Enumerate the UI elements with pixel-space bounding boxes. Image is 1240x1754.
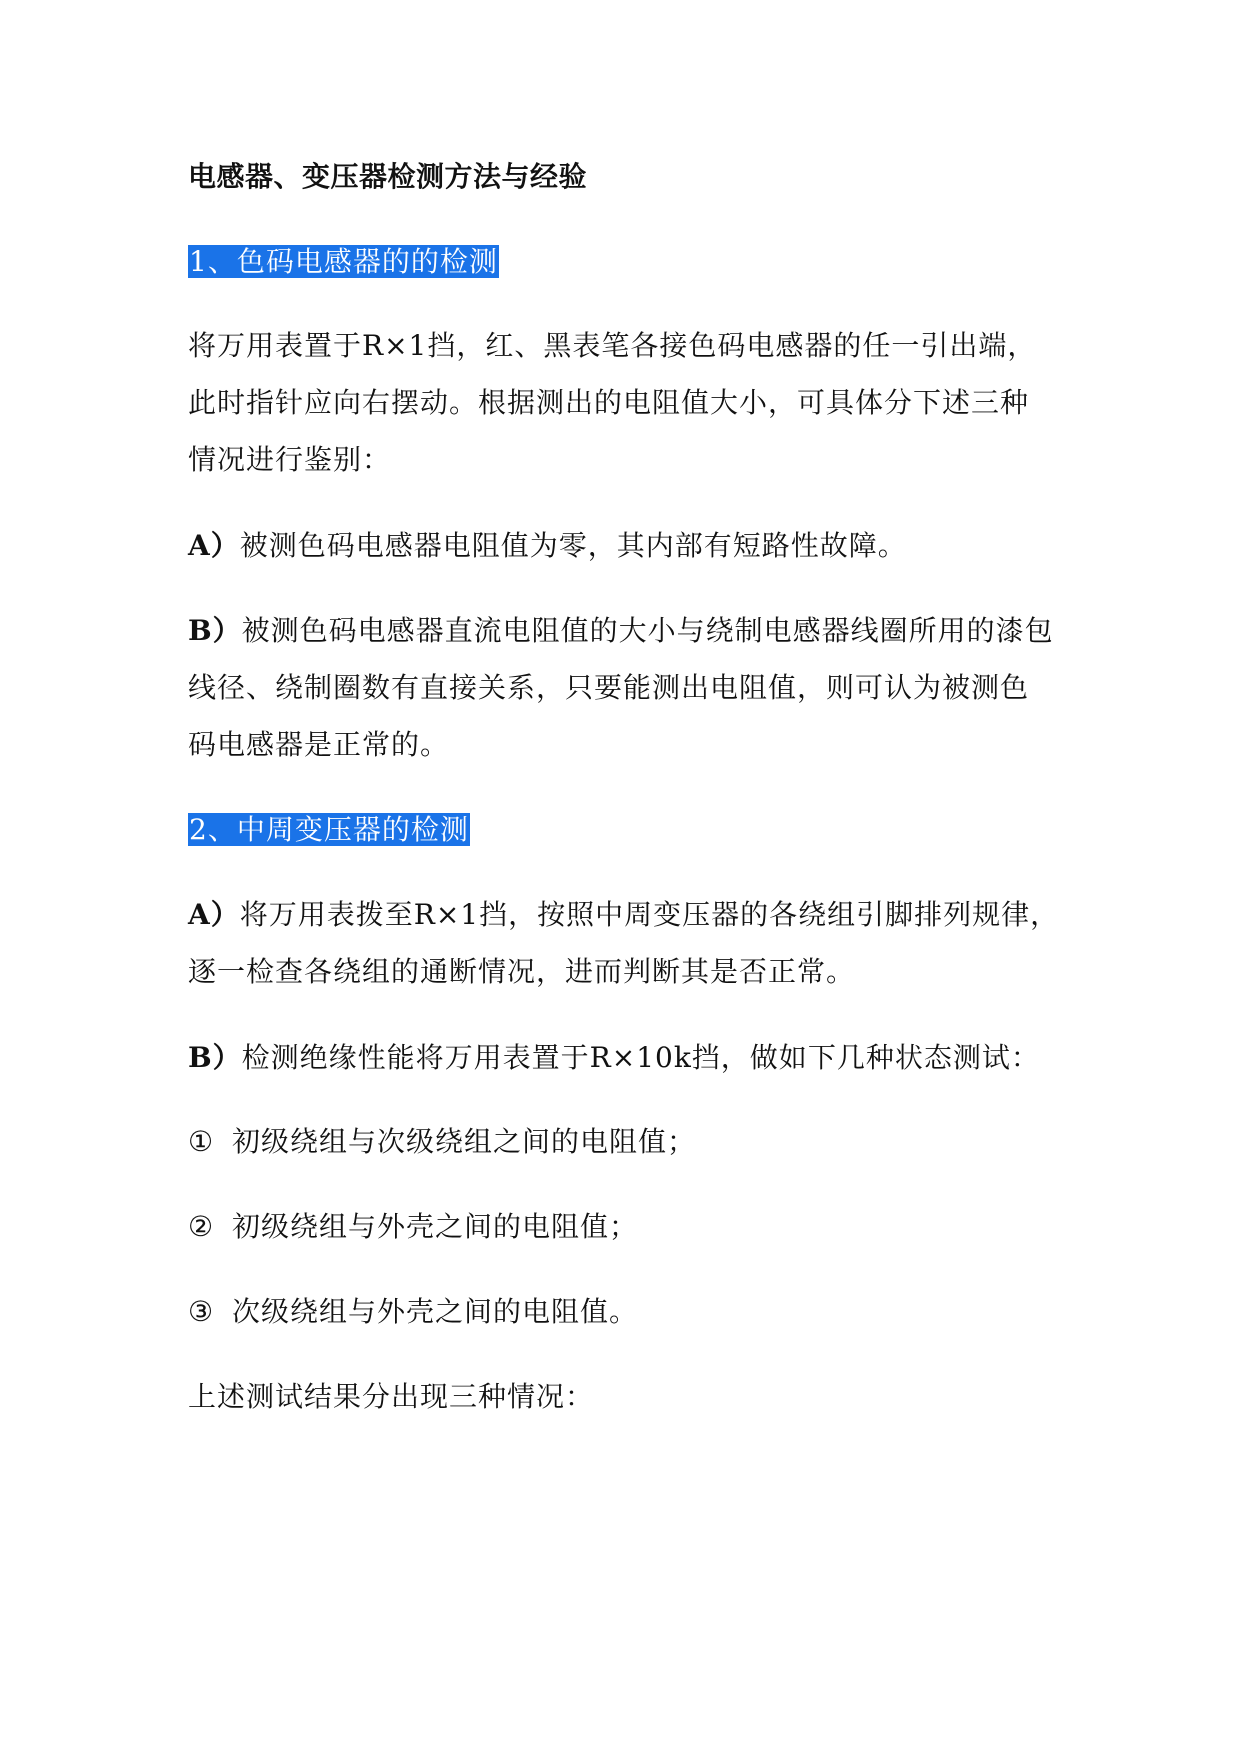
section2-item-b-text: 检测绝缘性能将万用表置于R×10k挡，做如下几种状态测试： (241, 1041, 1040, 1074)
section1-heading (188, 243, 499, 281)
section2-item-a-line-2: 逐一检查各绕组的通断情况，进而判断其是否正常。 (188, 955, 856, 988)
section1-item-b-line-3: 码电感器是正常的。 (188, 728, 450, 761)
test-item-2 (188, 1208, 638, 1246)
section1-para-line-1: 将万用表置于R×1挡，红、黑表笔各接色码电感器的任一引出端， (188, 329, 1037, 362)
section1-heading-text: 1、色码电感器的的检测 (189, 245, 498, 278)
section2-item-a-label: A） (188, 898, 240, 931)
section2-summary: 上述测试结果分出现三种情况： (188, 1380, 595, 1413)
section1-item-b-text-1: 被测色码电感器直流电阻值的大小与绕制电感器线圈所用的漆包 (241, 614, 1054, 647)
test-marker-3: ③ (188, 1295, 215, 1328)
document-title: 电感器、变压器检测方法与经验 (188, 160, 588, 193)
test-item-1 (188, 1123, 696, 1161)
test-text-2: 初级绕组与外壳之间的电阻值； (232, 1210, 639, 1243)
test-item-3 (188, 1293, 638, 1331)
section2-item-b-label: B） (188, 1041, 242, 1074)
section2-heading (188, 811, 470, 849)
section1-para-line-2: 此时指针应向右摆动。根据测出的电阻值大小，可具体分下述三种 (188, 386, 1030, 419)
section2-heading-text: 2、中周变压器的检测 (189, 813, 469, 846)
section1-item-b-label: B） (188, 614, 242, 647)
section1-item-a-text: 被测色码电感器电阻值为零，其内部有短路性故障。 (239, 529, 907, 562)
section1-item-a (188, 527, 907, 565)
section1-item-b-line-1 (188, 612, 1054, 650)
test-text-3: 次级绕组与外壳之间的电阻值。 (232, 1295, 639, 1328)
section1-para-line-3: 情况进行鉴别： (188, 443, 392, 476)
test-marker-1: ① (188, 1125, 215, 1158)
test-marker-2: ② (188, 1210, 215, 1243)
test-text-1: 初级绕组与次级绕组之间的电阻值； (232, 1125, 697, 1158)
section2-item-a-line-1 (188, 896, 1059, 934)
section1-item-a-label: A） (188, 529, 240, 562)
section1-item-b-line-2: 线径、绕制圈数有直接关系，只要能测出电阻值，则可认为被测色 (188, 671, 1030, 704)
section2-item-b (188, 1039, 1040, 1077)
section2-item-a-text-1: 将万用表拨至R×1挡，按照中周变压器的各绕组引脚排列规律， (239, 898, 1060, 931)
